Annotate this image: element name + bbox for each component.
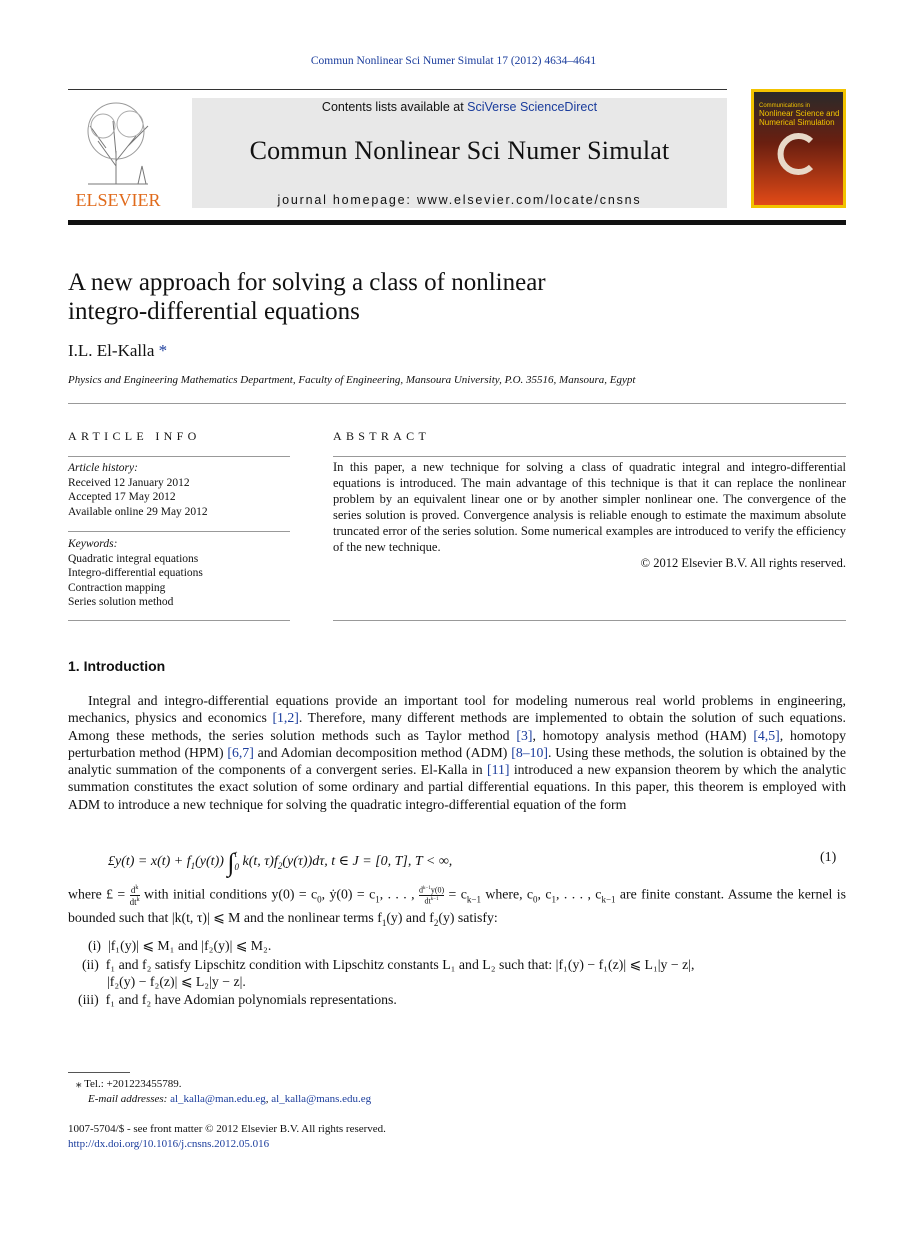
journal-homepage[interactable]: journal homepage: www.elsevier.com/locate/cnsns xyxy=(277,193,642,207)
email-label: E-mail addresses: xyxy=(88,1093,168,1105)
footnote-star: ⁎ xyxy=(76,1078,82,1090)
online-date: Available online 29 May 2012 xyxy=(68,505,208,518)
author-name: I.L. El-Kalla xyxy=(68,341,155,360)
keywords-block xyxy=(68,537,290,610)
accepted-date: Accepted 17 May 2012 xyxy=(68,491,176,503)
equation-1: £y(t) = $x(t) + f_1(y(t))$ ∫ t 0 k(t, $\tau)f_2(y(\tau))d\tau$, t ∈ J = [0, T], T < ∞, xyxy=(108,848,453,877)
email-link[interactable]: al_kalla@man.edu.eg xyxy=(170,1093,266,1105)
author-line xyxy=(68,341,167,361)
condition-2-continued: |f₂(y) − f₂(z)| ⩽ L₂|y − z|. xyxy=(107,974,246,989)
header-rule xyxy=(68,89,727,90)
condition-1 xyxy=(88,938,271,954)
keyword-item: Quadratic integral equations xyxy=(68,552,199,565)
where-text: (y) satisfy: xyxy=(438,909,498,925)
abstract-divider-top xyxy=(333,456,846,457)
footnote-email: E-mail addresses: al_kalla@man.edu.eg, al_kalla@mans.edu.eg xyxy=(88,1093,372,1105)
doi-link-text[interactable]: http://dx.doi.org/10.1016/j.cnsns.2012.05.016 xyxy=(68,1138,270,1150)
info-divider-bottom xyxy=(68,620,290,621)
abstract-copyright: © 2012 Elsevier B.V. All rights reserved. xyxy=(640,556,846,570)
article-history xyxy=(68,461,290,519)
keyword-item: Contraction mapping xyxy=(68,581,166,594)
intro-text: and Adomian decomposition method (ADM) xyxy=(253,744,512,760)
citation-link[interactable]: [8–10] xyxy=(511,744,549,760)
intro-text: , homotopy perturbation method (HPM) xyxy=(68,727,846,760)
article-title-line2: integro-differential equations xyxy=(68,298,360,325)
journal-title: Commun Nonlinear Sci Numer Simulat xyxy=(249,136,670,165)
doi-link[interactable] xyxy=(68,1138,269,1150)
author-footnote-mark[interactable]: * xyxy=(158,341,168,360)
intro-text: , homotopy analysis method (HAM) xyxy=(532,727,754,743)
journal-reference[interactable]: Commun Nonlinear Sci Numer Simulat 17 (2012) 4634–4641 xyxy=(310,55,597,67)
title-divider xyxy=(68,403,846,404)
contents-line xyxy=(192,100,727,114)
issn-line: 1007-5704/$ - see front matter © 2012 Elsevier B.V. All rights reserved. xyxy=(68,1123,386,1135)
citation-link[interactable]: [6,7] xyxy=(227,744,254,760)
condition-text: f₁ and f₂ satisfy Lipschitz condition with Lipschitz constants L₁ and L₂ such that: |f₁(y) − f₁(z)| ⩽ L₁|y − z|, xyxy=(105,957,695,972)
elsevier-logo xyxy=(68,96,168,210)
history-label: Article history: xyxy=(68,462,138,474)
svg-text:Nonlinear Science and: Nonlinear Science and xyxy=(759,109,840,118)
svg-text:Numerical Simulation: Numerical Simulation xyxy=(759,118,835,127)
info-divider-mid xyxy=(68,531,290,532)
citation-link[interactable]: [3] xyxy=(516,727,533,743)
equation-number: (1) xyxy=(820,850,837,865)
tel-number: Tel.: +201223455789. xyxy=(84,1078,182,1090)
svg-text:Communications in: Communications in xyxy=(759,103,811,109)
condition-label: (iii) xyxy=(78,992,99,1007)
intro-text: . Therefore, many different methods are implemented to obtain the solution of such equations. Among these methods, the series solution methods such as Taylor method xyxy=(68,710,846,743)
abstract-divider-bottom xyxy=(333,620,846,621)
received-date: Received 12 January 2012 xyxy=(68,476,190,489)
keywords-label: Keywords: xyxy=(68,538,118,550)
where-text: with initial conditions y(0) = c xyxy=(144,886,318,902)
condition-2 xyxy=(82,957,846,973)
article-info-heading: ARTICLE INFO xyxy=(68,429,201,443)
intro-text: Integral and integro-differential equations provide an important tool for modeling numerous real world problems in engineering, mechanics, physics and economics xyxy=(68,693,846,726)
keyword-item: Series solution method xyxy=(68,596,174,608)
equation-tail: (y(τ))dτ, t ∈ J = [0, T], T < ∞, xyxy=(282,854,453,869)
article-title xyxy=(68,268,768,326)
citation-link[interactable]: [4,5] xyxy=(753,727,780,743)
condition-label: (ii) xyxy=(82,957,99,972)
where-text: (y) and f xyxy=(386,909,434,925)
footnote-tel xyxy=(76,1077,181,1090)
article-title-line1: A new approach for solving a class of nonlinear xyxy=(68,269,546,296)
intro-text: . Using these methods, the solution is obtained by the analytic summation of the components of a convergent series. El-Kalla in xyxy=(68,744,846,778)
keyword-item: Integro-differential equations xyxy=(68,567,203,579)
header-thick-rule xyxy=(68,220,846,225)
footnote-rule xyxy=(68,1072,130,1073)
condition-text: |f₁(y)| ⩽ M₁ and |f₂(y)| ⩽ M₂. xyxy=(107,938,272,953)
abstract-heading: ABSTRACT xyxy=(333,429,431,443)
journal-cover-image xyxy=(751,89,846,208)
section-heading-introduction: 1. Introduction xyxy=(68,658,166,674)
condition-label: (i) xyxy=(88,938,102,953)
where-paragraph: where £ = $d^k$ $dt^k$ with initial conditions $y(0) = c_0$, ẏ(0) = $c_1$, . . . , $d^{k-1}y(0)$ $dt^{k-1}$ = $c_{k-1}$ where, $c_0$, $c_1$, . . . , $c_{k-1}$ are finite constant. Assume the kernel is bounded such that |k(t, τ)| ⩽ M and the nonlinear terms $f_1(y)$ and $f_2(y)$ satisfy: xyxy=(68,885,846,928)
condition-3 xyxy=(78,992,397,1008)
info-divider-top xyxy=(68,456,290,457)
affiliation: Physics and Engineering Mathematics Department, Faculty of Engineering, Mansoura University, P.O. 35516, Mansoura, Egypt xyxy=(68,374,636,386)
contents-prefix: Contents lists available at xyxy=(321,100,468,114)
equation-lhs: £y(t) = x(t) + f xyxy=(108,854,191,869)
abstract-text: In this paper, a new technique for solving a class of quadratic integral and integro-differential equations is introduced. The main advantage of this technique is that it can replace the nonlinear problem by an equivalent linear one or by another simpler nonlinear one. The convergence of the series solution is proved. Convergence analysis is reliable enough to estimate the maximum absolute truncated error of the series solution. Some numerical examples are introduced to verify the efficiency of the new technique. xyxy=(333,460,846,554)
sciencedirect-link[interactable]: SciVerse ScienceDirect xyxy=(467,100,598,114)
equation-kernel: k(t, τ)f xyxy=(242,854,278,869)
intro-paragraph xyxy=(68,692,846,813)
citation-link[interactable]: [1,2] xyxy=(272,710,299,726)
email-link[interactable]: al_kalla@mans.edu.eg xyxy=(271,1093,372,1105)
citation-link[interactable]: [11] xyxy=(486,762,510,778)
intro-text: introduced a new expansion theorem by which the analytic summation constitutes the exact solution of some ordinary and partial differential equations. In this paper, this theorem is employed with ADM to introduce a new technique for solving the quadratic integro-differential equation of the form xyxy=(68,762,846,812)
where-text: are finite constant. Assume the kernel is bounded such that |k(t, τ)| ⩽ M and the nonlinear terms f xyxy=(68,886,846,925)
condition-text: f₁ and f₂ have Adomian polynomials representations. xyxy=(105,992,397,1007)
elsevier-wordmark: ELSEVIER xyxy=(75,190,161,210)
